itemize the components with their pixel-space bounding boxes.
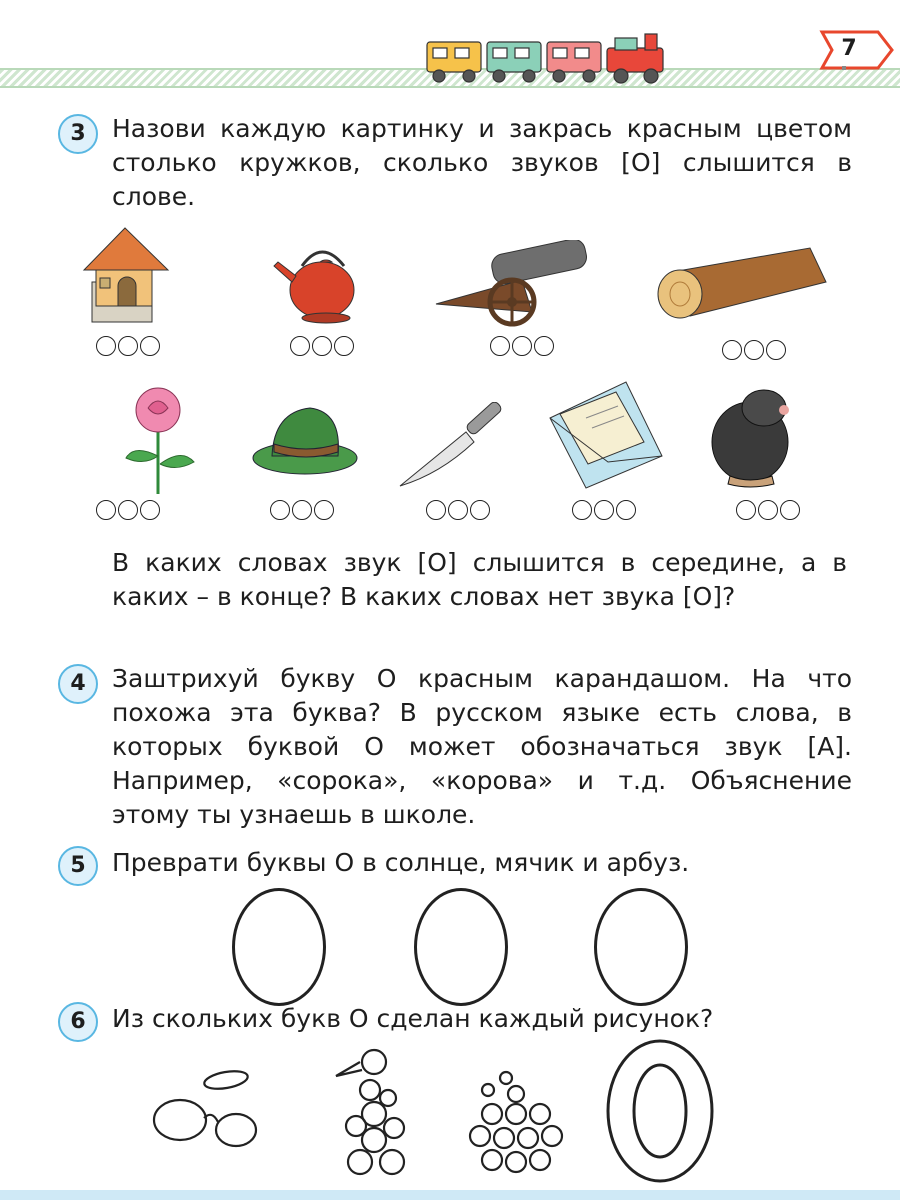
log-icon bbox=[650, 242, 830, 322]
sound-circles[interactable] bbox=[736, 500, 800, 520]
task-number: 3 bbox=[58, 114, 98, 154]
letter-o-sun[interactable] bbox=[232, 888, 326, 1006]
grapes-icon bbox=[460, 1060, 570, 1180]
task-3 bbox=[62, 112, 852, 214]
task-text: Назови каждую картинку и закрась красным цветом столько кружков, сколько звуков [О] слышится в слове. bbox=[112, 114, 852, 211]
envelope-icon bbox=[546, 378, 666, 490]
letter-o-ball[interactable] bbox=[414, 888, 508, 1006]
task-number: 6 bbox=[58, 1002, 98, 1042]
sound-circles[interactable] bbox=[426, 500, 490, 520]
sound-circles[interactable] bbox=[270, 500, 334, 520]
sound-circles[interactable] bbox=[96, 336, 160, 356]
letter-o-watermelon[interactable] bbox=[594, 888, 688, 1006]
snowman-icon bbox=[330, 1040, 420, 1180]
big-letter-o bbox=[600, 1036, 720, 1186]
task-number: 5 bbox=[58, 846, 98, 886]
teapot-icon bbox=[272, 232, 367, 327]
glasses-icon bbox=[140, 1060, 270, 1170]
task-text: Преврати буквы О в солнце, мячик и арбуз. bbox=[112, 848, 690, 877]
task-number: 4 bbox=[58, 664, 98, 704]
sound-circles[interactable] bbox=[572, 500, 636, 520]
train-icon bbox=[425, 30, 685, 86]
house-icon bbox=[80, 222, 170, 327]
sound-circles[interactable] bbox=[96, 500, 160, 520]
task-4 bbox=[62, 662, 852, 832]
hat-icon bbox=[250, 398, 360, 478]
task-6 bbox=[62, 1002, 852, 1036]
task-text: Из скольких букв О сделан каждый рисунок? bbox=[112, 1004, 714, 1033]
rose-icon bbox=[120, 386, 200, 496]
question-text: В каких словах звук [О] слышится в середине, а в каких – в конце? В каких словах нет звука [О]? bbox=[112, 548, 847, 611]
cannon-icon bbox=[432, 240, 592, 330]
sound-circles[interactable] bbox=[290, 336, 354, 356]
task-text: Заштрихуй букву О красным карандашом. На что похожа эта буква? В русском языке есть слова, в которых буквой О может обозначаться звук [А]. Например, «сорока», «корова» и т.д. Объяснение этому ты узнаешь в школе. bbox=[112, 664, 852, 829]
page-number: 7 bbox=[841, 36, 857, 61]
knife-icon bbox=[396, 402, 506, 492]
task-5 bbox=[62, 846, 852, 880]
sound-circles[interactable] bbox=[722, 340, 786, 360]
page-bottom-band bbox=[0, 1190, 900, 1200]
mole-icon bbox=[700, 380, 800, 490]
sound-circles[interactable] bbox=[490, 336, 554, 356]
